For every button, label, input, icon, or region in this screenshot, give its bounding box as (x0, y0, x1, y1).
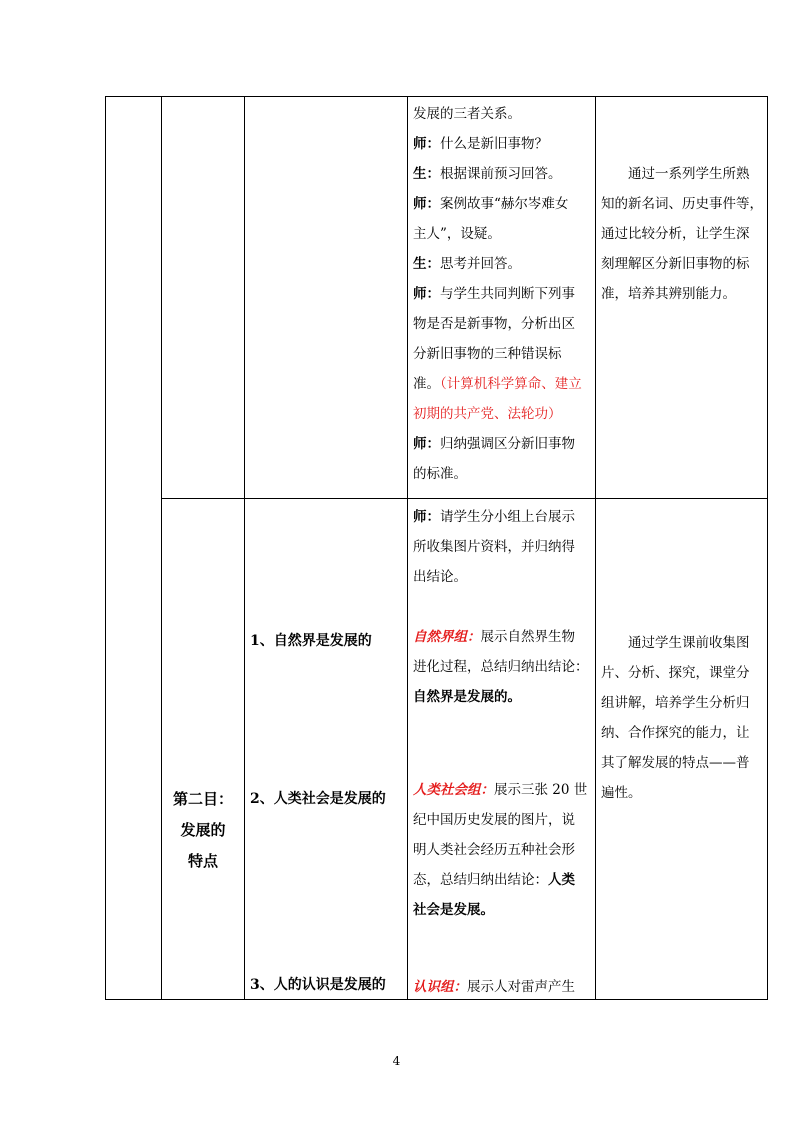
section-title-line: 发展的 (180, 821, 226, 839)
page-number: 4 (392, 1054, 401, 1068)
intent-line: 知的新名词、历史事件等， (601, 196, 763, 212)
group-label: 人类社会组： (413, 782, 494, 798)
activity-line: 认识组：展示人对雷声产生 (413, 979, 575, 995)
section-title (161, 784, 245, 877)
column-divider (407, 96, 408, 1000)
activity-line: 自然界组：展示自然界生物 (413, 629, 575, 645)
activity-line: 生：根据课前预习回答。 (413, 166, 562, 182)
row-divider (161, 498, 768, 499)
activity-line: 的标准。 (413, 466, 467, 482)
intent-line: 通过一系列学生所熟 (628, 166, 750, 182)
activity-line: 生：思考并回答。 (413, 256, 521, 272)
activity-line: 师：与学生共同判断下列事 (413, 286, 575, 302)
table-border-left (105, 96, 106, 1000)
intent-line: 组讲解，培养学生分析归 (601, 695, 750, 711)
table-border-top (105, 96, 768, 97)
column-divider (595, 96, 596, 1000)
activity-line: 师：案例故事“赫尔岑难女 (413, 196, 569, 212)
activity-line: 出结论。 (413, 569, 467, 585)
activity-line: 纪中国历史发展的图片，说 (413, 812, 575, 828)
activity-line: 师：请学生分小组上台展示 (413, 509, 575, 525)
activity-line: 师：什么是新旧事物？ (413, 136, 548, 152)
activity-line: 准。（计算机科学算命、建立 (413, 376, 582, 392)
group-label: 认识组： (413, 979, 467, 995)
row1-intent-cell (601, 159, 763, 309)
activity-line: 自然界是发展的。 (413, 689, 521, 705)
activity-line (413, 399, 591, 429)
table-border-right (767, 96, 768, 1000)
activity-line: 所收集图片资料，并归纳得 (413, 539, 575, 555)
activity-line: 进化过程，总结归纳出结论： (413, 659, 589, 675)
row2-activity-cell (413, 502, 593, 1002)
key-point-1: 1、自然界是发展的 (250, 633, 372, 649)
activity-line: 发展的三者关系。 (413, 106, 521, 122)
key-point-3: 3、人的认识是发展的 (250, 977, 386, 993)
intent-line: 通过学生课前收集图 (628, 635, 750, 651)
intent-line: 片、分析、探究，课堂分 (601, 665, 750, 681)
activity-line: 师：归纳强调区分新旧事物 (413, 436, 575, 452)
section-title-line: 特点 (187, 852, 218, 870)
activity-line: 人类社会组：展示三张 20 世 (413, 782, 588, 798)
example-list-text: （计算机科学算命、建立 (440, 376, 582, 392)
intent-line: 刻理解区分新旧事物的标 (601, 256, 750, 272)
group-label: 自然界组： (413, 629, 481, 645)
activity-line: 社会是发展。 (413, 902, 494, 918)
example-list-text: 初期的共产党、法轮功） (413, 406, 562, 422)
key-point-2: 2、人类社会是发展的 (250, 791, 386, 807)
section-title-line: 第二目： (172, 790, 233, 808)
activity-line: 主人”，设疑。 (413, 226, 501, 242)
intent-line: 其了解发展的特点——普 (601, 755, 750, 771)
activity-line: 分新旧事物的三种错误标 (413, 346, 562, 362)
intent-line: 准，培养其辨别能力。 (601, 286, 736, 302)
activity-line: 物是否是新事物，分析出区 (413, 316, 575, 332)
activity-line: 态，总结归纳出结论：人类 (413, 872, 575, 888)
intent-line: 遍性。 (601, 785, 642, 801)
row1-activity-cell (413, 99, 591, 489)
activity-line: 明人类社会经历五种社会形 (413, 842, 575, 858)
row2-intent-cell (601, 628, 763, 808)
lesson-plan-table (105, 96, 768, 1000)
intent-line: 纳、合作探究的能力，让 (601, 725, 750, 741)
intent-line: 通过比较分析，让学生深 (601, 226, 750, 242)
